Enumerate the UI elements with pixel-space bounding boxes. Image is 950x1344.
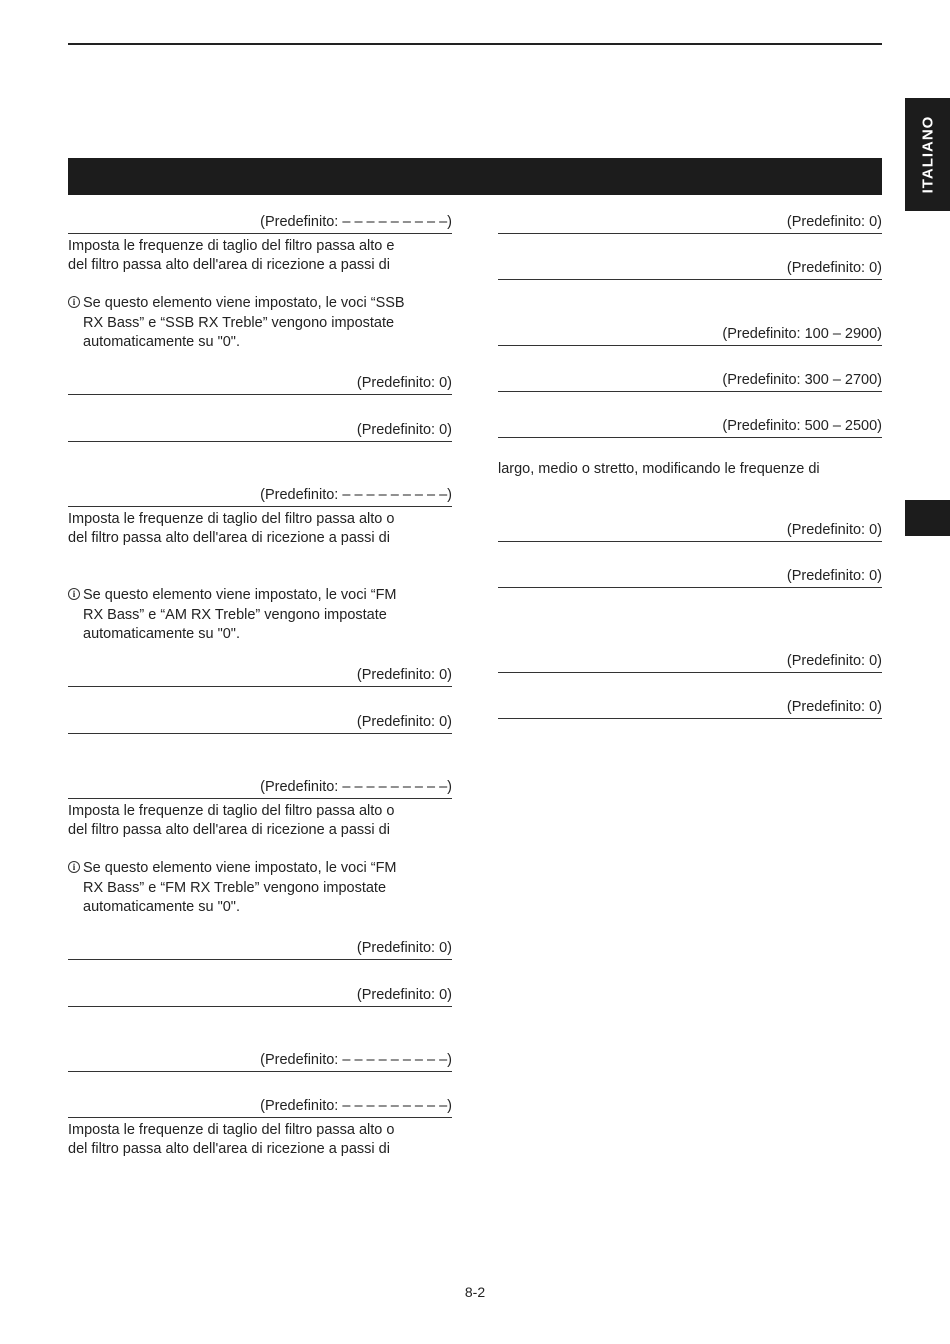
default-value: (Predefinito: 0) bbox=[68, 713, 452, 734]
default-value: (Predefinito: – – – – – – – – –) bbox=[68, 486, 452, 507]
default-value: (Predefinito: 500 – 2500) bbox=[498, 417, 882, 438]
description-line: largo, medio o stretto, modificando le frequenze di bbox=[498, 461, 820, 477]
default-value: (Predefinito: 0) bbox=[498, 521, 882, 542]
description-line: del filtro passa alto dell'area di ricezione a passi di bbox=[68, 257, 390, 273]
description-line: Imposta le frequenze di taglio del filtro passa alto o bbox=[68, 511, 395, 527]
language-tab-label: ITALIANO bbox=[919, 115, 936, 194]
note-line: RX Bass” e “SSB RX Treble” vengono impostate bbox=[83, 314, 395, 331]
default-value: (Predefinito: 0) bbox=[68, 666, 452, 687]
description-line: Imposta le frequenze di taglio del filtro passa alto e bbox=[68, 238, 395, 254]
description-line: Imposta le frequenze di taglio del filtro passa alto o bbox=[68, 1122, 395, 1138]
default-value: (Predefinito: 0) bbox=[498, 259, 882, 280]
page-number: 8-2 bbox=[464, 1284, 486, 1300]
note-line: RX Bass” e “FM RX Treble” vengono impostate bbox=[83, 879, 387, 896]
note bbox=[68, 294, 452, 353]
note-line: automaticamente su "0". bbox=[83, 626, 240, 642]
description-line: del filtro passa alto dell'area di ricezione a passi di bbox=[68, 1141, 390, 1157]
section-header-bar bbox=[68, 158, 882, 195]
default-value: (Predefinito: – – – – – – – – –) bbox=[68, 1051, 452, 1072]
default-value: (Predefinito: – – – – – – – – –) bbox=[68, 778, 452, 799]
description-line: del filtro passa alto dell'area di ricezione a passi di bbox=[68, 530, 390, 546]
default-value: (Predefinito: 0) bbox=[498, 698, 882, 719]
note-line: RX Bass” e “AM RX Treble” vengono impostate bbox=[83, 606, 387, 623]
default-value: (Predefinito: 0) bbox=[68, 374, 452, 395]
default-value: (Predefinito: 0) bbox=[498, 652, 882, 673]
note bbox=[68, 586, 452, 645]
description-line: del filtro passa alto dell'area di ricezione a passi di bbox=[68, 822, 390, 838]
default-value: (Predefinito: 0) bbox=[68, 939, 452, 960]
info-icon: i bbox=[68, 296, 80, 308]
default-value: (Predefinito: 100 – 2900) bbox=[498, 325, 882, 346]
default-value: (Predefinito: 0) bbox=[498, 567, 882, 588]
info-icon: i bbox=[68, 588, 80, 600]
info-icon: i bbox=[68, 861, 80, 873]
note-line: Se questo elemento viene impostato, le voci “FM bbox=[83, 860, 397, 876]
default-value: (Predefinito: – – – – – – – – –) bbox=[68, 1097, 452, 1118]
chapter-marker bbox=[905, 500, 950, 536]
description-line: Imposta le frequenze di taglio del filtro passa alto o bbox=[68, 803, 395, 819]
note-line: automaticamente su "0". bbox=[83, 899, 240, 915]
default-value: (Predefinito: 0) bbox=[68, 986, 452, 1007]
top-rule bbox=[68, 43, 882, 45]
default-value: (Predefinito: 0) bbox=[498, 213, 882, 234]
note-line: Se questo elemento viene impostato, le voci “FM bbox=[83, 587, 397, 603]
default-value: (Predefinito: 0) bbox=[68, 421, 452, 442]
note-line: Se questo elemento viene impostato, le voci “SSB bbox=[83, 295, 405, 311]
default-value: (Predefinito: 300 – 2700) bbox=[498, 371, 882, 392]
note bbox=[68, 859, 452, 918]
note-line: automaticamente su "0". bbox=[83, 334, 240, 350]
default-value: (Predefinito: – – – – – – – – –) bbox=[68, 213, 452, 234]
language-tab bbox=[905, 98, 950, 211]
